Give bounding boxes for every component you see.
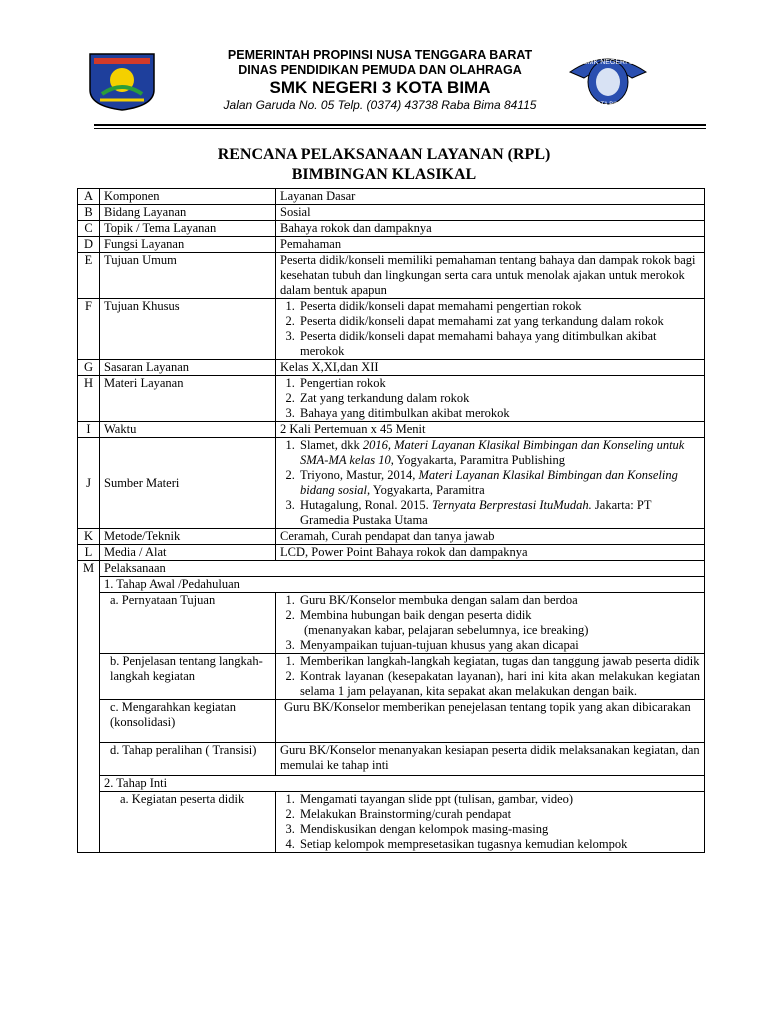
list-item: 3. Bahaya yang ditimbulkan akibat merokok [298,406,700,421]
row-label: Pelaksanaan [100,561,705,577]
row-letter: D [78,237,100,253]
province-emblem-icon [86,50,158,112]
table-row [78,545,705,561]
school-logo-icon [568,50,648,110]
source-item: 1. Slamet, dkk 2016, Materi Layanan Klasikal Bimbingan dan Konseling untuk SMA-MA kelas 10, Yogyakarta, Paramitra Publishing [298,438,700,468]
row-value: Ceramah, Curah pendapat dan tanya jawab [276,529,705,545]
row-label: Topik / Tema Layanan [100,221,276,237]
row-label: Materi Layanan [100,376,276,422]
table-row [78,776,705,792]
row-label: Fungsi Layanan [100,237,276,253]
row-value: Sosial [276,205,705,221]
list-item: 3. Mendiskusikan dengan kelompok masing-masing [298,822,700,837]
table-row [78,561,705,577]
row-label: Komponen [100,189,276,205]
step-value [276,593,705,654]
stage-heading: 1. Tahap Awal /Pedahuluan [100,577,705,593]
header-line1: PEMERINTAH PROPINSI NUSA TENGGARA BARAT [227,48,533,62]
row-value: Bahaya rokok dan dampaknya [276,221,705,237]
letterhead [0,0,768,130]
table-row [78,792,705,853]
table-row [78,221,705,237]
row-value [276,376,705,422]
list-item: 2. Kontrak layanan (kesepakatan layanan), hari ini kita akan melakukan kegiatan selama 1 jam pelayanan, kita sepakat akan melakukan dengan baik. [298,669,700,699]
list-item: 2. Peserta didik/konseli dapat memahami zat yang terkandung dalam rokok [298,314,700,329]
row-label: Sasaran Layanan [100,360,276,376]
list-item: 2. Melakukan Brainstorming/curah pendapat [298,807,700,822]
table-row [78,654,705,700]
row-label: Media / Alat [100,545,276,561]
row-letter: J [78,438,100,529]
row-letter: G [78,360,100,376]
table-row [78,237,705,253]
row-value [276,438,705,529]
row-letter: I [78,422,100,438]
step-label: b. Penjelasan tentang langkah-langkah kegiatan [100,654,276,700]
source-item: 3. Hutagalung, Ronal. 2015. Ternyata Berprestasi ItuMudah. Jakarta: PT Gramedia Pustaka Utama [298,498,700,528]
table-row [78,422,705,438]
row-label: Tujuan Umum [100,253,276,299]
list-item: 4. Setiap kelompok mempresetasikan tugasnya kemudian kelompok [298,837,700,852]
row-value: 2 Kali Pertemuan x 45 Menit [276,422,705,438]
row-letter: M [78,561,100,853]
step-label: c. Mengarahkan kegiatan (konsolidasi) [100,700,276,743]
row-label: Sumber Materi [100,438,276,529]
list-item: 3. Peserta didik/konseli dapat memahami bahaya yang ditimbulkan akibat merokok [298,329,700,359]
table-row [78,253,705,299]
table-row [78,205,705,221]
row-label: Waktu [100,422,276,438]
row-value: Pemahaman [276,237,705,253]
step-label: a. Pernyataan Tujuan [100,593,276,654]
row-value [276,299,705,360]
header-divider-thick [94,124,706,126]
table-row [78,438,705,529]
table-row [78,529,705,545]
right-logo-top-text: SMK NEGERI 3 [583,59,633,66]
row-label: Bidang Layanan [100,205,276,221]
table-row [78,700,705,743]
document-title: RENCANA PELAKSANAAN LAYANAN (RPL) [217,146,551,163]
list-item: 2. Membina hubungan baik dengan peserta didik (menanyakan kabar, pelajaran sebelumnya, ice breaking) [298,608,700,638]
list-item: 1. Pengertian rokok [298,376,700,391]
list-item: 1. Peserta didik/konseli dapat memahami pengertian rokok [298,299,700,314]
list-item: 3. Menyampaikan tujuan-tujuan khusus yang akan dicapai [298,638,700,653]
school-name: SMK NEGERI 3 KOTA BIMA [269,78,491,97]
header-divider-thin [94,128,706,129]
step-label: a. Kegiatan peserta didik [100,792,276,853]
row-letter: K [78,529,100,545]
source-item: 2. Triyono, Mastur, 2014, Materi Layanan Klasikal Bimbingan dan Konseling bidang sosial, Yogyakarta, Paramitra [298,468,700,498]
header-line2: DINAS PENDIDIKAN PEMUDA DAN OLAHRAGA [238,63,522,77]
row-letter: A [78,189,100,205]
rpl-table [77,188,705,853]
row-label: Tujuan Khusus [100,299,276,360]
list-item: 2. Zat yang terkandung dalam rokok [298,391,700,406]
row-letter: B [78,205,100,221]
right-logo-bottom-text: KOTA BIMA [592,102,624,108]
row-letter: H [78,376,100,422]
row-letter: F [78,299,100,360]
row-value: Kelas X,XI,dan XII [276,360,705,376]
table-row [78,593,705,654]
document-subtitle: BIMBINGAN KLASIKAL [291,166,477,183]
step-value [276,792,705,853]
table-row [78,743,705,776]
stage-heading: 2. Tahap Inti [100,776,705,792]
row-value: LCD, Power Point Bahaya rokok dan dampaknya [276,545,705,561]
row-letter: C [78,221,100,237]
step-value [276,654,705,700]
list-item: 1. Memberikan langkah-langkah kegiatan, tugas dan tanggung jawab peserta didik [298,654,700,669]
table-row [78,360,705,376]
row-letter: E [78,253,100,299]
row-letter: L [78,545,100,561]
table-row [78,189,705,205]
row-value: Peserta didik/konseli memiliki pemahaman tentang bahaya dan dampak rokok bagi kesehatan tubuh dan lingkungan serta cara untuk menolak ajakan untuk merokok dalam bentuk apapun [276,253,705,299]
table-row [78,376,705,422]
list-item: 1. Mengamati tayangan slide ppt (tulisan, gambar, video) [298,792,700,807]
row-label: Metode/Teknik [100,529,276,545]
row-value: Layanan Dasar [276,189,705,205]
step-value: Guru BK/Konselor memberikan penejelasan tentang topik yang akan dibicarakan [276,700,705,743]
table-row [78,299,705,360]
step-value: Guru BK/Konselor menanyakan kesiapan peserta didik melaksanakan kegiatan, dan memulai ke tahap inti [276,743,705,776]
list-item: 1. Guru BK/Konselor membuka dengan salam dan berdoa [298,593,700,608]
school-address: Jalan Garuda No. 05 Telp. (0374) 43738 Raba Bima 84115 [223,98,537,112]
table-row [78,577,705,593]
step-label: d. Tahap peralihan ( Transisi) [100,743,276,776]
